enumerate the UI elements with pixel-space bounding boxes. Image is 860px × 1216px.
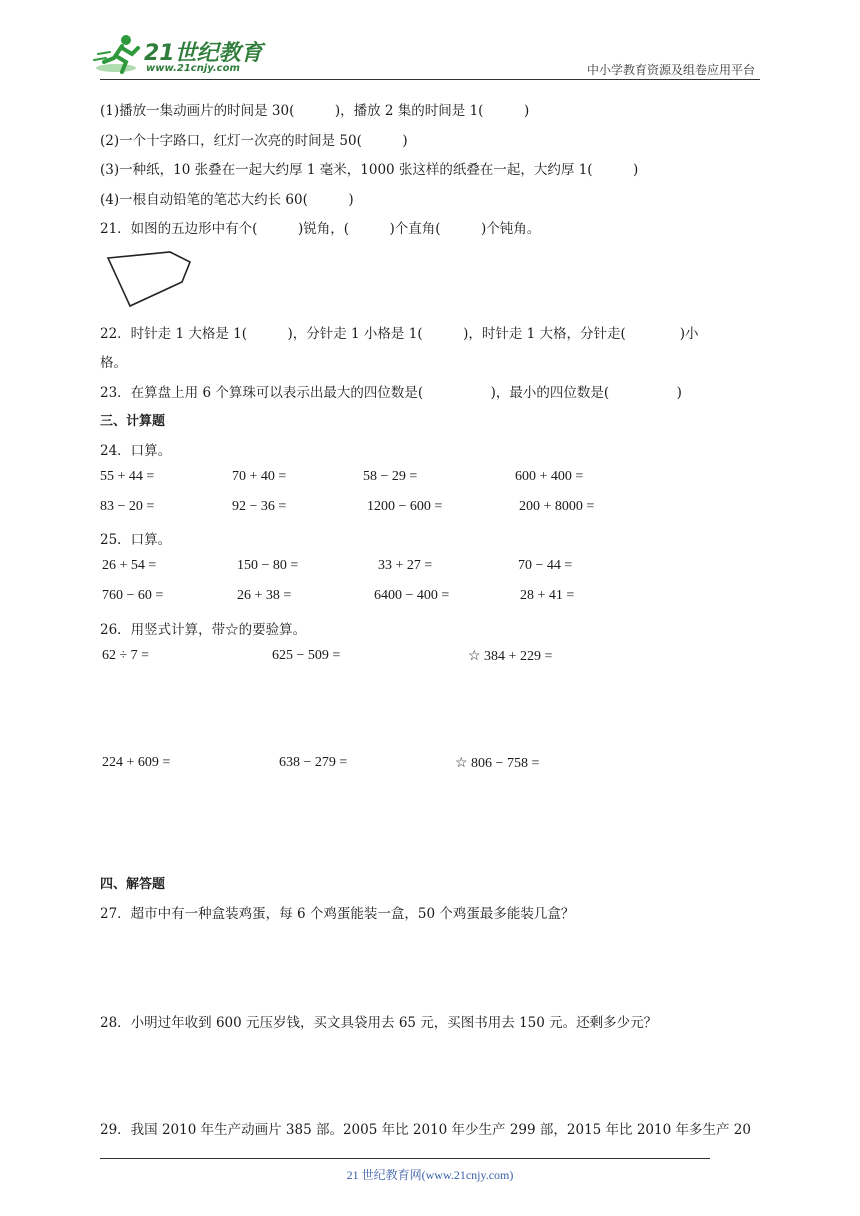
site-logo [92, 32, 262, 78]
q25-expression: 150 − 80 = [237, 558, 299, 573]
q24-expression: 70 + 40 = [232, 469, 287, 484]
q25-expression: 6400 − 400 = [374, 588, 450, 603]
section-3-heading: 三、计算题 [100, 414, 166, 429]
pentagon-figure [104, 248, 196, 310]
q24-expression: 600 + 400 = [515, 469, 584, 484]
q24-expression: 200 + 8000 = [519, 499, 595, 514]
q24-expression: 1200 − 600 = [367, 499, 443, 514]
q26-expression: 638 − 279 = [279, 755, 348, 770]
q20-item-4: (4)一根自动铅笔的笔芯大约长 60( ) [100, 192, 354, 208]
q26-expression: ☆ 384 + 229 = [468, 649, 553, 664]
footer-divider [100, 1158, 710, 1159]
q25-expression: 760 − 60 = [102, 588, 164, 603]
q20-item-1: (1)播放一集动画片的时间是 30( )，播放 2 集的时间是 1( ) [100, 103, 530, 119]
footer-site-link[interactable]: 21 世纪教育网(www.21cnjy.com) [346, 1168, 514, 1182]
q24-expression: 92 − 36 = [232, 499, 287, 514]
q26-expression: ☆ 806 − 758 = [455, 756, 540, 771]
q25-expression: 33 + 27 = [378, 558, 433, 573]
q21-text: 21．如图的五边形中有个( )锐角，( )个直角( )个钝角。 [100, 221, 541, 237]
q25-expression: 70 − 44 = [518, 558, 573, 573]
q23-text: 23．在算盘上用 6 个算珠可以表示出最大的四位数是( )，最小的四位数是( ) [100, 385, 682, 401]
q26-text: 26．用竖式计算，带☆的要验算。 [100, 622, 307, 638]
q24-text: 24．口算。 [100, 443, 172, 459]
header-divider [100, 79, 760, 80]
q22-text-line2: 格。 [100, 355, 127, 371]
logo-text: 21世纪教育 [144, 41, 263, 66]
platform-name: 中小学教育资源及组卷应用平台 [586, 63, 755, 77]
q20-item-3: (3)一种纸，10 张叠在一起大约厚 1 毫米，1000 张这样的纸叠在一起，大约厚 1( ) [100, 162, 639, 178]
section-4-heading: 四、解答题 [100, 877, 166, 892]
q24-expression: 55 + 44 = [100, 469, 155, 484]
q27-text: 27．超市中有一种盒装鸡蛋，每 6 个鸡蛋能装一盒，50 个鸡蛋最多能装几盒？ [100, 906, 575, 922]
q28-text: 28．小明过年收到 600 元压岁钱，买文具袋用去 65 元，买图书用去 150 元。还剩多少元？ [100, 1015, 658, 1031]
q26-expression: 62 ÷ 7 = [102, 648, 150, 663]
q26-expression: 625 − 509 = [272, 648, 341, 663]
q22-text-line1: 22．时针走 1 大格是 1( )，分针走 1 小格是 1( )，时针走 1 大格，分针走( )小 [100, 326, 699, 342]
q20-item-2: (2)一个十字路口，红灯一次亮的时间是 50( ) [100, 133, 408, 149]
q26-expression: 224 + 609 = [102, 755, 171, 770]
q25-text: 25．口算。 [100, 532, 172, 548]
q24-expression: 83 − 20 = [100, 499, 155, 514]
q25-expression: 26 + 38 = [237, 588, 292, 603]
q25-expression: 26 + 54 = [102, 558, 157, 573]
logo-url: www.21cnjy.com [146, 63, 240, 74]
q25-expression: 28 + 41 = [520, 588, 575, 603]
q29-text: 29．我国 2010 年生产动画片 385 部。2005 年比 2010 年少生产 299 部，2015 年比 2010 年多生产 20 [100, 1122, 751, 1138]
q24-expression: 58 − 29 = [363, 469, 418, 484]
